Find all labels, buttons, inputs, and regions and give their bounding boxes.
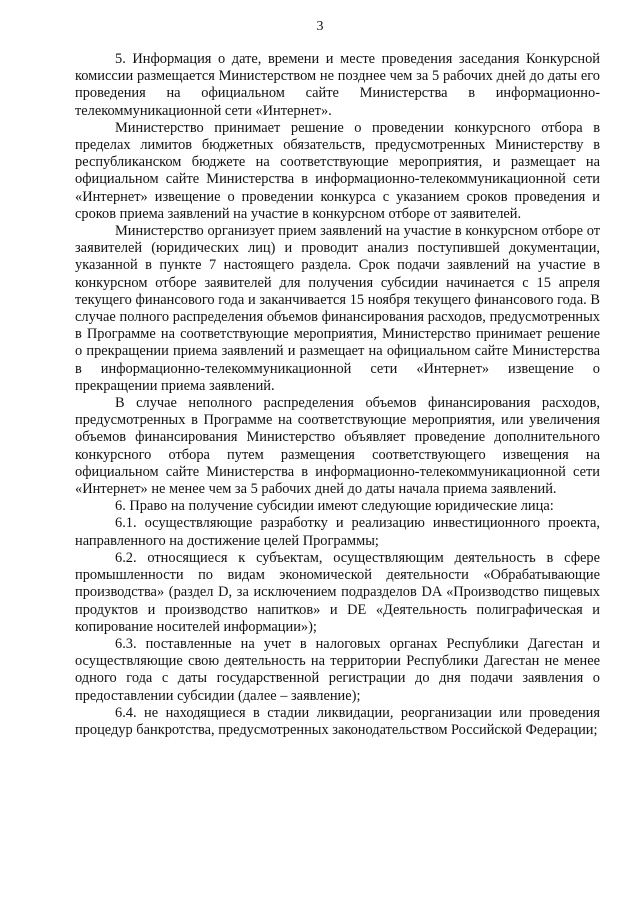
paragraph-additional-selection: В случае неполного распределения объемов финансирования расходов, предусмотренных в Программе на соответствующие мероприятия, или увеличения объемов финансирования Министерство объявляет проведение дополнительного конкурсного отбора путем размещения соответствующего извещения на официальном сайте Министерства в информационно-телекоммуникационной сети «Интернет» не менее чем за 5 рабочих дней до даты начала приема заявлений. [75,395,600,498]
paragraph-6-eligibility: 6. Право на получение субсидии имеют следующие юридические лица: [115,498,554,515]
paragraph-application-acceptance: Министерство организует прием заявлений на участие в конкурсном отборе от заявителей (юридических лиц) и проводит анализ поступившей документации, указанной в пункте 7 настоящего раздела. Срок подачи заявлений на участие в конкурсном отборе заявителей для получения субсидии начинается с 15 апреля текущего финансового года и заканчивается 15 ноября текущего финансового года. В случае полного распределения объемов финансирования расходов, предусмотренных в Программе на соответствующие мероприятия, Министерство принимает решение о прекращении приема заявлений и размещает на официальном сайте Министерства в информационно-телекоммуникационной сети «Интернет» извещение о прекращении приема заявлений. [75,223,600,394]
paragraph-6-3: 6.3. поставленные на учет в налоговых органах Республики Дагестан и осуществляющие свою деятельность на территории Республики Дагестан не менее одного года с даты государственной регистрации до дня подачи заявления о предоставлении субсидии (далее – заявление); [75,635,600,704]
page-number: 3 [316,19,324,34]
paragraph-decision-on-selection: Министерство принимает решение о проведении конкурсного отбора в пределах лимитов бюджетных обязательств, предусмотренных Министерству в республиканском бюджете на соответствующие мероприятия, и размещает на официальном сайте Министерства в информационно-телекоммуникационной сети «Интернет» извещение о проведении конкурса с указанием сроков проведения и сроков приема заявлений на участие в конкурсном отборе от заявителей. [75,119,600,222]
paragraph-5-meeting-info: 5. Информация о дате, времени и месте проведения заседания Конкурсной комиссии размещается Министерством не позднее чем за 5 рабочих дней до даты его проведения на официальном сайте Министерства в информационно-телекоммуникационной сети «Интернет». [75,51,600,119]
paragraph-6-1: 6.1. осуществляющие разработку и реализацию инвестиционного проекта, направленного на достижение целей Программы; [75,515,600,549]
paragraph-6-4: 6.4. не находящиеся в стадии ликвидации, реорганизации или проведения процедур банкротства, предусмотренных законодательством Российской Федерации; [75,704,600,738]
paragraph-6-2: 6.2. относящиеся к субъектам, осуществляющим деятельность в сфере промышленности по видам экономической деятельности «Обрабатывающие производства» (раздел D, за исключением подразделов DA «Производство пищевых продуктов и производство напитков» и DE «Деятельность полиграфическая и копирование носителей информации»); [75,549,600,635]
